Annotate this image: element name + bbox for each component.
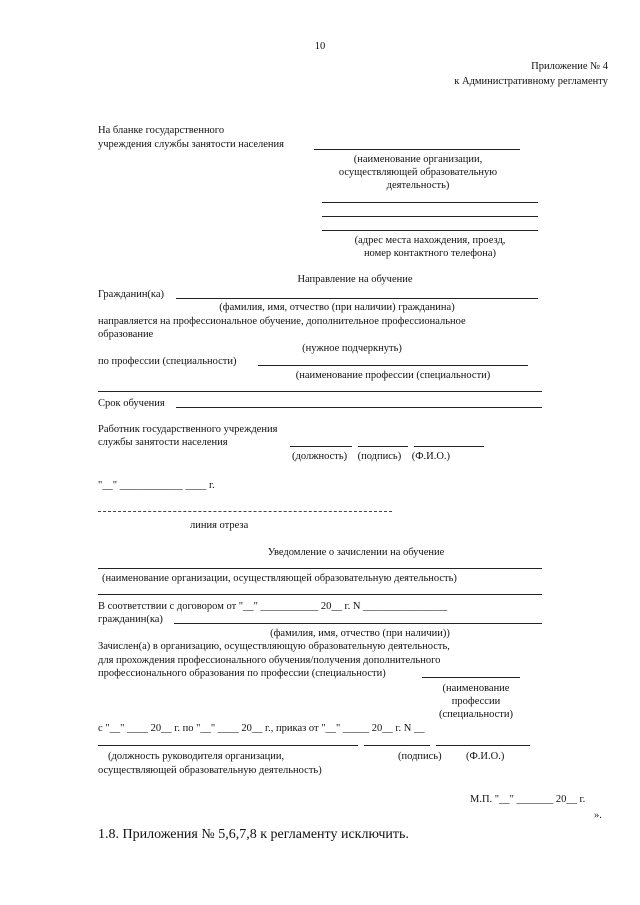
stamp-date-line: М.П. "__" _______ 20__ г. [470,794,586,805]
signature-line [358,446,408,447]
appendix-reference: к Административному регламенту [454,76,608,87]
notice-citizen-hint: (фамилия, имя, отчество (при наличии)) [270,628,450,639]
notice-profession-line [422,677,520,678]
notice-citizen-label: гражданин(ка) [98,614,163,625]
cut-line-label: линия отреза [190,520,249,531]
head-signature-hint: (подпись) [398,751,442,762]
enrolled-text-line-2: для прохождения профессионального обучения/получения дополнительного [98,655,441,666]
term-label: Срок обучения [98,398,165,409]
notice-prof-hint-1: (наименование [442,683,510,694]
notice-blank-line [98,594,542,595]
address-hint-line-1: (адрес места нахождения, проезд, [354,235,506,246]
head-fio-hint: (Ф.И.О.) [466,751,505,762]
underline-hint: (нужное подчеркнуть) [302,343,402,354]
head-signature-line [364,745,430,746]
direction-date: "__" ____________ ____ г. [98,480,215,491]
head-position-line [98,745,358,746]
citizen-label: Гражданин(ка) [98,289,165,300]
profession-line [258,365,528,366]
letterhead-line-2: учреждения службы занятости населения [98,139,284,150]
blank-line [98,391,542,392]
closing-quote: ». [594,810,602,821]
notice-prof-hint-3: (специальности) [439,709,513,720]
address-line-3 [322,230,538,231]
appendix-number: Приложение № 4 [531,61,608,72]
org-name-field-line [314,149,520,150]
cut-line [98,511,392,512]
fio-line [414,446,484,447]
sign-hints: (должность) (подпись) (Ф.И.О.) [292,451,451,462]
address-hint-line-2: номер контактного телефона) [363,248,497,259]
footer-text: 1.8. Приложения № 5,6,7,8 к регламенту исключить. [98,827,409,842]
notice-org-line [98,568,542,569]
enrolled-text-line-1: Зачислен(а) в организацию, осуществляющую образовательную деятельность, [98,641,450,652]
citizen-name-hint: (фамилия, имя, отчество (при наличии) гражданина) [219,302,455,313]
address-line-1 [322,202,538,203]
enrolled-text-line-3: профессионального образования по профессии (специальности) [98,668,386,679]
org-hint-line-1: (наименование организации, [353,154,483,165]
org-hint-line-2: осуществляющей образовательную [338,167,498,178]
head-fio-line [436,745,530,746]
notice-prof-hint-2: профессии [451,696,501,707]
page-number: 10 [314,41,326,52]
direction-title: Направление на обучение [297,274,413,285]
sent-text-line-1: направляется на профессиональное обучение, дополнительное профессиональное [98,316,466,327]
profession-label: по профессии (специальности) [98,356,237,367]
citizen-name-line [176,298,538,299]
head-hint-line-1: (должность руководителя организации, [108,751,285,762]
org-hint-line-3: деятельность) [386,180,450,191]
address-line-2 [322,216,538,217]
worker-label-line-2: службы занятости населения [98,437,228,448]
sent-text-line-2: образование [98,329,154,340]
notice-citizen-line [174,623,542,624]
letterhead-line-1: На бланке государственного [98,125,225,136]
notice-title: Уведомление о зачислении на обучение [267,547,445,558]
position-line [290,446,352,447]
worker-label-line-1: Работник государственного учреждения [98,424,278,435]
term-line [176,407,542,408]
head-hint-line-2: осуществляющей образовательную деятельность) [98,765,322,776]
notice-org-hint: (наименование организации, осуществляющей образовательную деятельность) [102,573,457,584]
profession-hint: (наименование профессии (специальности) [295,370,491,381]
period-line: с "__" ____ 20__ г. по "__" ____ 20__ г., приказ от "__" _____ 20__ г. N __ [98,723,425,734]
contract-line: В соответствии с договором от "__" ___________ 20__ г. N ________________ [98,601,448,612]
